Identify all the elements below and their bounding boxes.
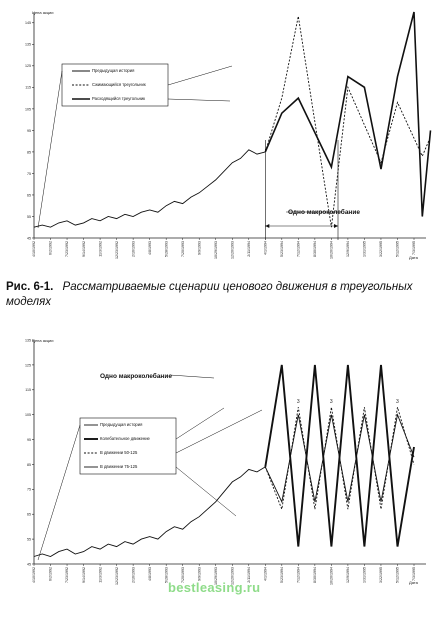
x-tick-label: 10/29/1993 bbox=[213, 241, 218, 259]
y-tick-label: 115 bbox=[25, 388, 31, 393]
chart-triangle-scenarios bbox=[0, 0, 441, 268]
x-tick-label: 5/12/1995 bbox=[395, 241, 400, 257]
macro-oscillation-label: Одно макроколебание bbox=[100, 373, 172, 380]
y-axis-label: Цена акции bbox=[32, 338, 54, 343]
y-tick-label: 125 bbox=[25, 64, 31, 69]
x-tick-label: 1/31/1995 bbox=[362, 241, 367, 257]
legend-label-oscillation: Колебательное движение bbox=[100, 436, 150, 441]
x-tick-label: 7/23/1992 bbox=[65, 241, 70, 257]
x-tick-label: 12/20/1993 bbox=[230, 567, 235, 585]
x-tick-label: 2/11/1994 bbox=[246, 241, 251, 257]
x-tick-label: 2/16/1993 bbox=[131, 567, 136, 583]
x-tick-label: 12/9/1994 bbox=[346, 241, 351, 257]
legend-label-history: Предыдущая история bbox=[92, 68, 135, 73]
y-tick-label: 105 bbox=[25, 107, 31, 112]
leader-line bbox=[38, 425, 80, 560]
x-tick-label: 7/3/1995 bbox=[412, 241, 417, 255]
x-tick-label: 5/12/1995 bbox=[395, 567, 400, 583]
x-tick-label: 10/29/1993 bbox=[213, 567, 218, 585]
x-tick-label: 9/9/1993 bbox=[197, 241, 202, 255]
x-tick-label: 12/9/1994 bbox=[346, 567, 351, 583]
x-tick-label: 3/22/1995 bbox=[379, 567, 384, 583]
caption-text: Рассматриваемые сценарии ценового движения в треугольных моделях bbox=[6, 281, 413, 308]
y-tick-label: 125 bbox=[25, 363, 31, 368]
x-tick-label: 12/23/1992 bbox=[114, 567, 119, 585]
y-tick-label: 65 bbox=[27, 193, 31, 198]
leader-line bbox=[176, 408, 224, 439]
y-tick-label: 135 bbox=[25, 338, 31, 343]
y-tick-label: 45 bbox=[27, 562, 31, 567]
figure-caption bbox=[6, 280, 436, 310]
y-tick-label: 55 bbox=[27, 214, 31, 219]
arrow-head bbox=[265, 224, 269, 228]
y-tick-label: 95 bbox=[27, 128, 31, 133]
x-tick-label: 10/20/1994 bbox=[329, 567, 334, 585]
x-tick-label: 4/10/1992 bbox=[32, 241, 37, 257]
x-tick-label: 11/3/1992 bbox=[98, 241, 103, 257]
x-tick-label: 8/30/1994 bbox=[313, 241, 318, 257]
x-tick-label: 6/2/1992 bbox=[48, 567, 53, 581]
x-tick-label: 12/20/1993 bbox=[230, 241, 235, 259]
y-tick-label: 95 bbox=[27, 437, 31, 442]
y-tick-label: 45 bbox=[27, 236, 31, 241]
legend-label-75-125: В движении 75-125 bbox=[100, 464, 138, 469]
leader-line bbox=[176, 410, 262, 453]
watermark-text: bestleasing.ru bbox=[168, 580, 261, 595]
macro-oscillation-label: Одно макроколебание bbox=[288, 209, 360, 216]
y-tick-label: 75 bbox=[27, 171, 31, 176]
x-tick-label: 4/10/1992 bbox=[32, 567, 37, 583]
x-tick-label: 12/23/1992 bbox=[114, 241, 119, 259]
x-tick-label: 7/12/1994 bbox=[296, 567, 301, 583]
x-tick-label: 9/9/1993 bbox=[197, 567, 202, 581]
x-axis-label: Дата bbox=[409, 580, 418, 585]
caption-number: Рис. 6-1. bbox=[6, 281, 54, 293]
x-tick-label: 8/30/1994 bbox=[313, 567, 318, 583]
y-tick-label: 85 bbox=[27, 462, 31, 467]
y-tick-label: 75 bbox=[27, 487, 31, 492]
legend-label-50-125: В движении 50-125 bbox=[100, 450, 138, 455]
x-tick-label: 7/12/1994 bbox=[296, 241, 301, 257]
x-tick-label: 1/31/1995 bbox=[362, 567, 367, 583]
x-tick-label: 5/23/1994 bbox=[280, 241, 285, 257]
legend-label-converging: Сжимающийся треугольник bbox=[92, 82, 146, 87]
x-tick-label: 2/11/1994 bbox=[246, 567, 251, 583]
leader-line bbox=[176, 467, 236, 516]
x-tick-label: 7/20/1993 bbox=[180, 567, 185, 583]
chart-oscillation-scenarios bbox=[0, 328, 441, 618]
x-tick-label: 9/14/1992 bbox=[81, 241, 86, 257]
series-line-0 bbox=[34, 150, 265, 227]
x-tick-label: 2/16/1993 bbox=[131, 241, 136, 257]
y-tick-label: 55 bbox=[27, 537, 31, 542]
x-tick-label: 9/14/1992 bbox=[81, 567, 86, 583]
series-line-2 bbox=[265, 12, 430, 217]
leader-line bbox=[38, 71, 62, 228]
x-axis-label: Дата bbox=[409, 255, 418, 260]
y-tick-label: 65 bbox=[27, 512, 31, 517]
legend-label-diverging: Расходящийся треугольник bbox=[92, 96, 146, 101]
x-tick-label: 4/1/1994 bbox=[263, 567, 268, 581]
legend-label-history: Предыдущая история bbox=[100, 422, 143, 427]
y-tick-label: 145 bbox=[25, 21, 31, 26]
y-tick-label: 135 bbox=[25, 42, 31, 47]
leader-line bbox=[168, 99, 230, 101]
peak-label: 3 bbox=[329, 399, 333, 406]
x-tick-label: 4/8/1993 bbox=[147, 567, 152, 581]
peak-label: 3 bbox=[296, 399, 300, 406]
x-tick-label: 4/1/1994 bbox=[263, 241, 268, 255]
leader-line bbox=[170, 375, 214, 378]
y-axis-label: Цена акции bbox=[32, 10, 54, 15]
x-tick-label: 5/28/1993 bbox=[164, 567, 169, 583]
series-line-1 bbox=[265, 16, 430, 227]
x-tick-label: 7/3/1995 bbox=[412, 567, 417, 581]
x-tick-label: 11/3/1992 bbox=[98, 567, 103, 583]
x-tick-label: 7/23/1992 bbox=[65, 567, 70, 583]
x-tick-label: 10/20/1994 bbox=[329, 241, 334, 259]
y-tick-label: 105 bbox=[25, 413, 31, 418]
x-tick-label: 6/2/1992 bbox=[48, 241, 53, 255]
y-tick-label: 115 bbox=[25, 85, 31, 90]
x-tick-label: 4/8/1993 bbox=[147, 241, 152, 255]
x-tick-label: 3/22/1995 bbox=[379, 241, 384, 257]
y-tick-label: 85 bbox=[27, 150, 31, 155]
x-tick-label: 5/23/1994 bbox=[280, 567, 285, 583]
leader-line bbox=[168, 66, 232, 85]
x-tick-label: 5/28/1993 bbox=[164, 241, 169, 257]
x-tick-label: 7/20/1993 bbox=[180, 241, 185, 257]
arrow-head bbox=[334, 224, 338, 228]
peak-label: 3 bbox=[395, 399, 399, 406]
